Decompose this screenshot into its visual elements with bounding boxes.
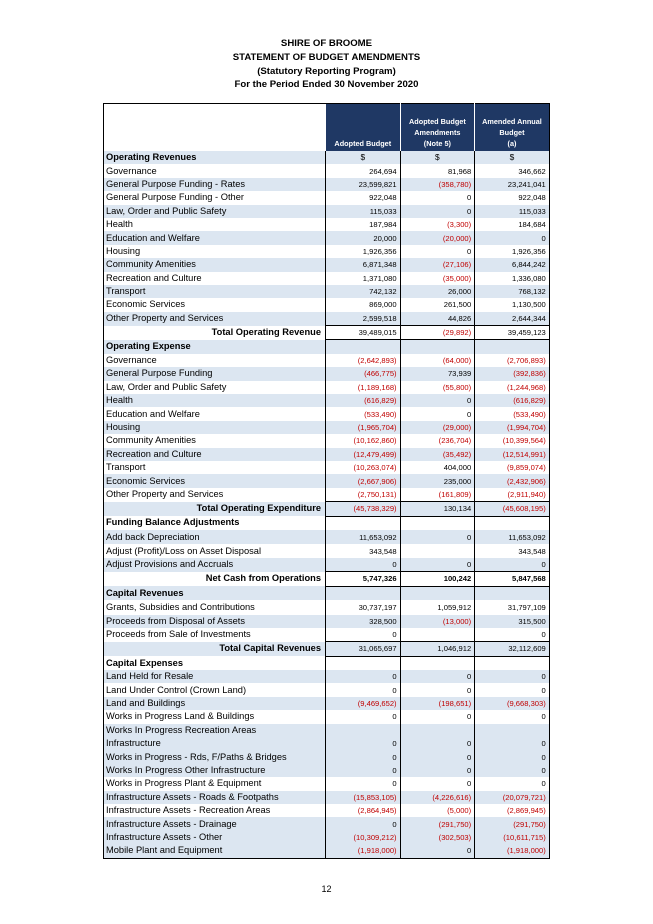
adopted-budget-value: 0 bbox=[326, 817, 401, 830]
row-label: Grants, Subsidies and Contributions bbox=[106, 601, 255, 612]
amendment-value: (20,000) bbox=[400, 231, 475, 244]
amended-budget-value: 5,847,568 bbox=[475, 572, 550, 586]
adopted-budget-value: (2,750,131) bbox=[326, 488, 401, 502]
row-label: Recreation and Culture bbox=[104, 448, 326, 461]
row-heading: Operating Revenues bbox=[104, 151, 326, 164]
amendment-value: 0 bbox=[400, 558, 475, 572]
amendment-value: 261,500 bbox=[400, 298, 475, 311]
amendment-value: 0 bbox=[400, 777, 475, 790]
row-label: General Purpose Funding - Rates bbox=[104, 178, 326, 191]
adopted-budget-value: 187,984 bbox=[326, 218, 401, 231]
table-row bbox=[104, 151, 550, 164]
table-row bbox=[104, 737, 550, 750]
adopted-budget-value: 6,871,348 bbox=[326, 258, 401, 271]
row-label: Works In Progress Recreation Areas bbox=[104, 724, 326, 737]
row-label: Works in Progress Land & Buildings bbox=[106, 711, 255, 722]
amended-budget-value: 922,048 bbox=[475, 191, 550, 204]
amended-budget-value: (533,490) bbox=[475, 407, 550, 420]
row-label: Land and Buildings bbox=[104, 697, 326, 710]
row-heading: Total Operating Expenditure bbox=[104, 502, 326, 516]
adopted-budget-value: 31,065,697 bbox=[326, 642, 401, 656]
adopted-budget-value: 0 bbox=[326, 558, 401, 572]
amendment-value: (3,300) bbox=[400, 218, 475, 231]
row-heading: Net Cash from Operations bbox=[205, 573, 321, 584]
amendment-value: 0 bbox=[400, 710, 475, 723]
table-row bbox=[104, 530, 550, 545]
adopted-budget-value: (2,864,945) bbox=[326, 804, 401, 817]
table-row bbox=[104, 326, 550, 340]
table-row bbox=[104, 683, 550, 696]
table-row bbox=[104, 205, 550, 218]
adopted-budget-value: (1,918,000) bbox=[326, 844, 401, 858]
amendment-value: 0 bbox=[400, 205, 475, 218]
adopted-budget-value bbox=[326, 586, 401, 600]
row-label: Works in Progress Plant & Equipment bbox=[106, 778, 262, 789]
adopted-budget-value: 11,653,092 bbox=[326, 530, 401, 545]
adopted-budget-value: 0 bbox=[326, 683, 401, 696]
amended-budget-value: (2,869,945) bbox=[475, 804, 550, 817]
table-row bbox=[104, 516, 550, 530]
row-label: Housing bbox=[104, 421, 326, 434]
table-row bbox=[104, 461, 550, 474]
amended-budget-value bbox=[475, 586, 550, 600]
table-row bbox=[104, 285, 550, 298]
adopted-budget-value: (2,667,906) bbox=[326, 474, 401, 487]
amendment-value: 1,059,912 bbox=[400, 600, 475, 615]
row-label: Land Under Control (Crown Land) bbox=[106, 684, 247, 695]
amended-budget-value: (10,399,564) bbox=[475, 434, 550, 447]
table-row bbox=[104, 642, 550, 656]
amended-budget-value: 2,644,344 bbox=[475, 312, 550, 326]
amended-budget-value: 1,926,356 bbox=[475, 245, 550, 258]
adopted-budget-value: 20,000 bbox=[326, 231, 401, 244]
row-label: Other Property and Services bbox=[106, 489, 224, 500]
amendment-value: (55,800) bbox=[400, 381, 475, 394]
amended-budget-value: 0 bbox=[475, 764, 550, 777]
amended-budget-value: 315,500 bbox=[475, 615, 550, 628]
adopted-budget-value: (466,775) bbox=[326, 367, 401, 380]
row-label: Land Held for Resale bbox=[104, 670, 326, 683]
adopted-budget-value: 922,048 bbox=[326, 191, 401, 204]
amendment-value: 0 bbox=[400, 764, 475, 777]
amendment-value: (236,704) bbox=[400, 434, 475, 447]
adopted-budget-value: (10,309,212) bbox=[326, 831, 401, 844]
amended-budget-value bbox=[475, 724, 550, 737]
amended-budget-value: (291,750) bbox=[475, 817, 550, 830]
adopted-budget-value: 1,926,356 bbox=[326, 245, 401, 258]
amended-budget-value: 6,844,242 bbox=[475, 258, 550, 271]
adopted-budget-value: 0 bbox=[326, 628, 401, 642]
adopted-budget-value: 2,599,518 bbox=[326, 312, 401, 326]
amendment-value bbox=[400, 340, 475, 354]
adopted-budget-value bbox=[326, 656, 401, 670]
col-adopted-budget: Adopted Budget bbox=[326, 104, 401, 152]
adopted-budget-value: 0 bbox=[326, 764, 401, 777]
row-label: General Purpose Funding bbox=[104, 367, 326, 380]
amendment-value: 0 bbox=[400, 191, 475, 204]
budget-amendments-table bbox=[103, 103, 550, 859]
amendment-value: (27,106) bbox=[400, 258, 475, 271]
table-row bbox=[104, 777, 550, 790]
adopted-budget-value: 0 bbox=[326, 750, 401, 763]
adopted-budget-value: 264,694 bbox=[326, 164, 401, 177]
table-row bbox=[104, 218, 550, 231]
amendment-value: 235,000 bbox=[400, 474, 475, 487]
table-row bbox=[104, 407, 550, 420]
amendment-value: 0 bbox=[400, 407, 475, 420]
row-heading: Capital Revenues bbox=[104, 586, 326, 600]
amended-budget-value: (616,829) bbox=[475, 394, 550, 407]
row-label: Law, Order and Public Safety bbox=[106, 381, 227, 392]
row-heading: Total Operating Revenue bbox=[211, 327, 321, 338]
row-label: Infrastructure Assets - Recreation Areas bbox=[106, 805, 271, 816]
table-row bbox=[104, 367, 550, 380]
amendment-value: 0 bbox=[400, 670, 475, 683]
table-row bbox=[104, 831, 550, 844]
row-label: Education and Welfare bbox=[106, 408, 200, 419]
amendment-value: 1,046,912 bbox=[400, 642, 475, 656]
row-label: Add back Depreciation bbox=[104, 530, 326, 545]
table-row bbox=[104, 191, 550, 204]
row-label: Proceeds from Disposal of Assets bbox=[104, 615, 326, 628]
row-label: Proceeds from Sale of Investments bbox=[106, 629, 251, 640]
row-heading: Funding Balance Adjustments bbox=[106, 517, 240, 528]
amended-budget-value: 0 bbox=[475, 670, 550, 683]
adopted-budget-value: (9,469,652) bbox=[326, 697, 401, 710]
adopted-budget-value: 328,500 bbox=[326, 615, 401, 628]
row-label: Health bbox=[104, 394, 326, 407]
table-row bbox=[104, 724, 550, 737]
amendment-value: 26,000 bbox=[400, 285, 475, 298]
adopted-budget-value: 5,747,326 bbox=[326, 572, 401, 586]
row-label: Community Amenities bbox=[106, 435, 196, 446]
amended-budget-value: 23,241,041 bbox=[475, 178, 550, 191]
adopted-budget-value: 742,132 bbox=[326, 285, 401, 298]
amendment-value bbox=[400, 516, 475, 530]
amendment-value: 0 bbox=[400, 737, 475, 750]
row-label: Works in Progress - Rds, F/Paths & Bridges bbox=[104, 750, 326, 763]
table-row bbox=[104, 231, 550, 244]
amended-budget-value bbox=[475, 340, 550, 354]
row-label: Governance bbox=[106, 165, 157, 176]
adopted-budget-value: (533,490) bbox=[326, 407, 401, 420]
row-label: Infrastructure Assets - Other bbox=[104, 831, 326, 844]
amendment-value: 0 bbox=[400, 683, 475, 696]
table-row bbox=[104, 572, 550, 586]
row-label: Recreation and Culture bbox=[106, 272, 202, 283]
amended-budget-value: 346,662 bbox=[475, 164, 550, 177]
amended-budget-value: (2,432,906) bbox=[475, 474, 550, 487]
table-row bbox=[104, 710, 550, 723]
table-row bbox=[104, 488, 550, 502]
table-row bbox=[104, 628, 550, 642]
row-label: General Purpose Funding - Other bbox=[106, 192, 244, 203]
amended-budget-value: 11,653,092 bbox=[475, 530, 550, 545]
table-row bbox=[104, 394, 550, 407]
adopted-budget-value: (616,829) bbox=[326, 394, 401, 407]
amended-budget-value: 0 bbox=[475, 683, 550, 696]
amendment-value: (4,226,616) bbox=[400, 791, 475, 804]
amended-budget-value: 184,684 bbox=[475, 218, 550, 231]
adopted-budget-value: (15,853,105) bbox=[326, 791, 401, 804]
adopted-budget-value bbox=[326, 516, 401, 530]
table-row bbox=[104, 474, 550, 487]
statement-period: For the Period Ended 30 November 2020 bbox=[234, 79, 419, 91]
amendment-value: 0 bbox=[400, 750, 475, 763]
amendment-value: (35,492) bbox=[400, 448, 475, 461]
amended-budget-value: (10,611,715) bbox=[475, 831, 550, 844]
table-row bbox=[104, 586, 550, 600]
adopted-budget-value: (45,738,329) bbox=[326, 502, 401, 516]
amendment-value: (35,000) bbox=[400, 272, 475, 285]
adopted-budget-value: 0 bbox=[326, 737, 401, 750]
amended-budget-value: (2,706,893) bbox=[475, 354, 550, 367]
row-label: Economic Services bbox=[106, 299, 186, 310]
amendment-value: 404,000 bbox=[400, 461, 475, 474]
adopted-budget-value: (2,642,893) bbox=[326, 354, 401, 367]
amended-budget-value: (1,244,968) bbox=[475, 381, 550, 394]
table-row bbox=[104, 502, 550, 516]
amended-budget-value: 0 bbox=[475, 231, 550, 244]
amendment-value: 73,939 bbox=[400, 367, 475, 380]
amendment-value: (302,503) bbox=[400, 831, 475, 844]
row-label: Economic Services bbox=[104, 474, 326, 487]
amendment-value: 100,242 bbox=[400, 572, 475, 586]
adopted-budget-value: (1,189,168) bbox=[326, 381, 401, 394]
amended-budget-value: (9,859,074) bbox=[475, 461, 550, 474]
table-header-row bbox=[104, 104, 550, 152]
adopted-budget-value: 869,000 bbox=[326, 298, 401, 311]
adopted-budget-value: 115,033 bbox=[326, 205, 401, 218]
amended-budget-value: 0 bbox=[475, 737, 550, 750]
adopted-budget-value: (10,162,860) bbox=[326, 434, 401, 447]
amendment-value: 130,134 bbox=[400, 502, 475, 516]
adopted-budget-value: $ bbox=[326, 151, 401, 164]
row-label: Health bbox=[106, 219, 133, 230]
amendment-value: (291,750) bbox=[400, 817, 475, 830]
adopted-budget-value: 343,548 bbox=[326, 544, 401, 557]
table-row bbox=[104, 544, 550, 557]
amendment-value: (29,892) bbox=[400, 326, 475, 340]
amendment-value: (64,000) bbox=[400, 354, 475, 367]
adopted-budget-value: 23,599,821 bbox=[326, 178, 401, 191]
amendment-value: 0 bbox=[400, 394, 475, 407]
table-row bbox=[104, 600, 550, 615]
amended-budget-value bbox=[475, 516, 550, 530]
amended-budget-value: 39,459,123 bbox=[475, 326, 550, 340]
amended-budget-value: 768,132 bbox=[475, 285, 550, 298]
table-row bbox=[104, 312, 550, 326]
table-row bbox=[104, 817, 550, 830]
col-amended-budget: Amended Annual Budget (a) bbox=[475, 104, 550, 152]
adopted-budget-value: (12,479,499) bbox=[326, 448, 401, 461]
table-row bbox=[104, 354, 550, 367]
table-row bbox=[104, 340, 550, 354]
amended-budget-value: 0 bbox=[475, 628, 550, 642]
amendment-value: (358,780) bbox=[400, 178, 475, 191]
row-label: Adjust Provisions and Accruals bbox=[104, 558, 326, 572]
statement-subtitle: (Statutory Reporting Program) bbox=[257, 65, 396, 77]
amended-budget-value: 0 bbox=[475, 777, 550, 790]
row-label: Infrastructure Assets - Roads & Footpaths bbox=[104, 791, 326, 804]
amended-budget-value: 0 bbox=[475, 750, 550, 763]
row-label: Works In Progress Other Infrastructure bbox=[104, 764, 326, 777]
amendment-value: (161,809) bbox=[400, 488, 475, 502]
amended-budget-value: 115,033 bbox=[475, 205, 550, 218]
amended-budget-value: (9,668,303) bbox=[475, 697, 550, 710]
row-label: Education and Welfare bbox=[104, 231, 326, 244]
table-row bbox=[104, 381, 550, 394]
row-heading: Capital Expenses bbox=[106, 657, 183, 668]
amendment-value bbox=[400, 656, 475, 670]
amendment-value: 44,826 bbox=[400, 312, 475, 326]
amendment-value: $ bbox=[400, 151, 475, 164]
table-row bbox=[104, 245, 550, 258]
amendment-value: 0 bbox=[400, 245, 475, 258]
amended-budget-value: 31,797,109 bbox=[475, 600, 550, 615]
adopted-budget-value: 0 bbox=[326, 670, 401, 683]
table-row bbox=[104, 804, 550, 817]
row-label: Adjust (Profit)/Loss on Asset Disposal bbox=[106, 545, 262, 556]
amended-budget-value bbox=[475, 656, 550, 670]
row-label: Housing bbox=[106, 245, 141, 256]
page-number: 12 bbox=[321, 884, 332, 894]
amendment-value: 0 bbox=[400, 844, 475, 858]
document-header bbox=[0, 37, 653, 92]
amendment-value: 81,968 bbox=[400, 164, 475, 177]
adopted-budget-value: 30,737,197 bbox=[326, 600, 401, 615]
amendment-value: (198,651) bbox=[400, 697, 475, 710]
table-row bbox=[104, 656, 550, 670]
amended-budget-value: (1,918,000) bbox=[475, 844, 550, 858]
amended-budget-value: (20,079,721) bbox=[475, 791, 550, 804]
amendment-value: (13,000) bbox=[400, 615, 475, 628]
row-label: Other Property and Services bbox=[104, 312, 326, 326]
row-label: Mobile Plant and Equipment bbox=[104, 844, 326, 858]
amendment-value: 0 bbox=[400, 530, 475, 545]
row-label: Governance bbox=[106, 355, 157, 366]
amended-budget-value: (392,836) bbox=[475, 367, 550, 380]
table-row bbox=[104, 791, 550, 804]
table-body bbox=[104, 151, 550, 858]
row-heading: Total Capital Revenues bbox=[104, 642, 326, 656]
row-label: Infrastructure Assets - Drainage bbox=[104, 817, 326, 830]
adopted-budget-value: 1,371,080 bbox=[326, 272, 401, 285]
adopted-budget-value: (1,965,704) bbox=[326, 421, 401, 434]
adopted-budget-value bbox=[326, 724, 401, 737]
amendment-value bbox=[400, 586, 475, 600]
table-row bbox=[104, 844, 550, 858]
amendment-value bbox=[400, 628, 475, 642]
amended-budget-value: 32,112,609 bbox=[475, 642, 550, 656]
table-row bbox=[104, 272, 550, 285]
row-heading: Operating Expense bbox=[104, 340, 326, 354]
council-name: SHIRE OF BROOME bbox=[280, 38, 373, 49]
amended-budget-value: 0 bbox=[475, 558, 550, 572]
statement-title: STATEMENT OF BUDGET AMENDMENTS bbox=[232, 51, 421, 63]
table-row bbox=[104, 764, 550, 777]
table-row bbox=[104, 421, 550, 434]
table-row bbox=[104, 178, 550, 191]
amendment-value bbox=[400, 724, 475, 737]
header-blank-cell bbox=[104, 104, 326, 152]
amended-budget-value: (12,514,991) bbox=[475, 448, 550, 461]
col-budget-amendments: Adopted Budget Amendments (Note 5) bbox=[400, 104, 475, 152]
table-row bbox=[104, 615, 550, 628]
row-label: Transport bbox=[106, 462, 146, 473]
table-row bbox=[104, 258, 550, 271]
adopted-budget-value: 0 bbox=[326, 710, 401, 723]
row-label: Law, Order and Public Safety bbox=[104, 205, 326, 218]
amended-budget-value: (2,911,940) bbox=[475, 488, 550, 502]
amended-budget-value: (45,608,195) bbox=[475, 502, 550, 516]
amended-budget-value: 1,130,500 bbox=[475, 298, 550, 311]
table-row bbox=[104, 164, 550, 177]
amended-budget-value: 1,336,080 bbox=[475, 272, 550, 285]
table-row bbox=[104, 434, 550, 447]
amended-budget-value: (1,994,704) bbox=[475, 421, 550, 434]
table-row bbox=[104, 298, 550, 311]
amended-budget-value: $ bbox=[475, 151, 550, 164]
adopted-budget-value bbox=[326, 340, 401, 354]
table-row bbox=[104, 670, 550, 683]
table-row bbox=[104, 750, 550, 763]
table-row bbox=[104, 558, 550, 572]
table-row bbox=[104, 448, 550, 461]
adopted-budget-value: 39,489,015 bbox=[326, 326, 401, 340]
amendment-value bbox=[400, 544, 475, 557]
amended-budget-value: 0 bbox=[475, 710, 550, 723]
adopted-budget-value: (10,263,074) bbox=[326, 461, 401, 474]
amended-budget-value: 343,548 bbox=[475, 544, 550, 557]
amendment-value: (29,000) bbox=[400, 421, 475, 434]
amendment-value: (5,000) bbox=[400, 804, 475, 817]
row-label: Community Amenities bbox=[104, 258, 326, 271]
adopted-budget-value: 0 bbox=[326, 777, 401, 790]
row-label: Infrastructure bbox=[104, 737, 326, 750]
row-label: Transport bbox=[104, 285, 326, 298]
table-row bbox=[104, 697, 550, 710]
